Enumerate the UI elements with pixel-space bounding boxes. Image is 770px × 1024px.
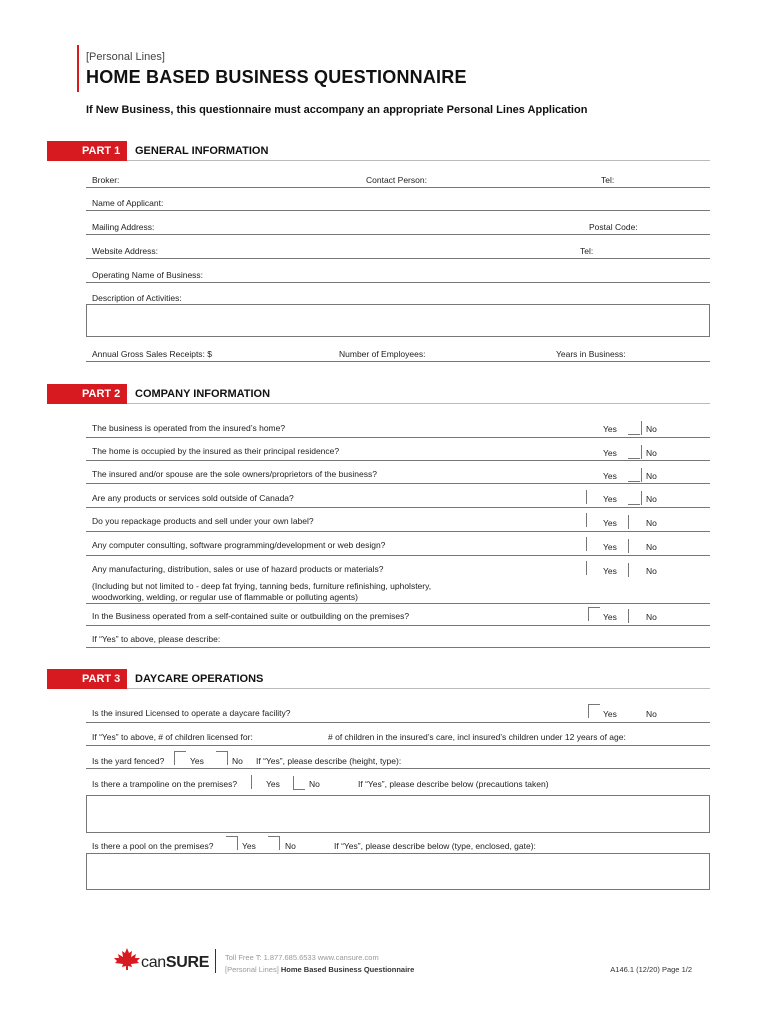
gross-sales-field[interactable] (86, 361, 710, 362)
question-home-operated: The business is operated from the insured’s home? (92, 423, 286, 433)
question-pool: Is there a pool on the premises? (92, 841, 214, 851)
no-checkbox-edge[interactable] (628, 609, 629, 623)
question-sole-owners: The insured and/or spouse are the sole owners/proprietors of the business? (92, 469, 377, 479)
no-label: No (646, 471, 657, 481)
yard-describe-label: If “Yes”, please describe (height, type): (256, 756, 402, 766)
footer-doc-name: Home Based Business Questionnaire (278, 965, 415, 974)
yes-checkbox-edge[interactable] (586, 561, 587, 575)
yes-label: Yes (603, 471, 617, 481)
trampoline-describe-field[interactable] (86, 795, 710, 833)
years-label: Years in Business: (556, 349, 626, 359)
operating-name-label: Operating Name of Business: (92, 270, 204, 280)
row-rule (86, 722, 710, 723)
yes-label: Yes (190, 756, 204, 766)
question-hazard-products: Any manufacturing, distribution, sales or use of hazard products or materials? (92, 564, 384, 574)
mailing-address-field[interactable] (86, 234, 710, 235)
yes-label: Yes (266, 779, 280, 789)
pool-describe-label: If “Yes”, please describe below (type, enclosed, gate): (334, 841, 536, 851)
row-rule (86, 625, 710, 626)
question-outside-canada: Are any products or services sold outside of Canada? (92, 493, 294, 503)
question-yard-fenced: Is the yard fenced? (92, 756, 165, 766)
footer-separator (215, 949, 216, 973)
row-rule (86, 555, 710, 556)
page-subtitle: If New Business, this questionnaire must accompany an appropriate Personal Lines Application (86, 104, 588, 116)
yes-checkbox[interactable] (588, 704, 600, 718)
question-computer-consulting: Any computer consulting, software programming/development or web design? (92, 540, 386, 550)
yes-checkbox-edge[interactable] (586, 490, 587, 504)
brand-prefix: can (141, 954, 166, 971)
applicant-field[interactable] (86, 210, 710, 211)
row-rule (86, 437, 710, 438)
yes-label: Yes (603, 518, 617, 528)
part1-rule (127, 160, 710, 161)
description-field[interactable] (86, 304, 710, 337)
document-tag: [Personal Lines] (86, 51, 165, 63)
page-title: HOME BASED BUSINESS QUESTIONNAIRE (86, 67, 467, 87)
applicant-label: Name of Applicant: (92, 198, 164, 208)
postal-code-label: Postal Code: (589, 222, 638, 232)
yes-checkbox[interactable] (628, 445, 640, 459)
no-label: No (646, 424, 657, 434)
question-principal-residence: The home is occupied by the insured as their principal residence? (92, 446, 340, 456)
yes-label: Yes (603, 494, 617, 504)
licensed-count-label: If “Yes” to above, # of children licensed for: (92, 732, 253, 742)
row-rule (86, 603, 710, 604)
row-rule (86, 507, 710, 508)
children-count-field[interactable] (86, 745, 710, 746)
yes-checkbox[interactable] (628, 468, 640, 482)
no-checkbox[interactable] (216, 751, 228, 765)
children-care-label: # of children in the insured’s care, incl insured’s children under 12 years of age: (328, 732, 626, 742)
no-label: No (646, 448, 657, 458)
question-self-contained: In the Business operated from a self-contained suite or outbuilding on the premises? (92, 611, 410, 621)
yes-checkbox-edge[interactable] (586, 537, 587, 551)
row-rule (86, 460, 710, 461)
yes-checkbox-edge[interactable] (586, 513, 587, 527)
yes-label: Yes (603, 448, 617, 458)
mailing-address-label: Mailing Address: (92, 222, 155, 232)
divider (641, 445, 642, 459)
divider (641, 468, 642, 482)
pool-describe-field[interactable] (86, 853, 710, 890)
yes-label: Yes (603, 542, 617, 552)
self-contained-describe-label: If “Yes” to above, please describe: (92, 634, 221, 644)
part2-title: COMPANY INFORMATION (135, 388, 271, 400)
trampoline-describe-label: If “Yes”, please describe below (precautions taken) (358, 779, 549, 789)
part1-label: PART 1 (47, 141, 127, 161)
part2-rule (127, 403, 710, 404)
no-label: No (232, 756, 243, 766)
question-repackage: Do you repackage products and sell under your own label? (92, 516, 314, 526)
footer-document-name (225, 965, 414, 974)
yes-checkbox-edge[interactable] (251, 775, 252, 789)
no-label: No (646, 612, 657, 622)
maple-leaf-icon (112, 947, 142, 971)
no-label: No (285, 841, 296, 851)
tel-label: Tel: (601, 175, 615, 185)
row-rule (86, 483, 710, 484)
yes-checkbox[interactable] (628, 491, 640, 505)
hazard-note-line1: (Including but not limited to - deep fat frying, tanning beds, furniture refinishing, upholstery, (92, 581, 432, 591)
no-checkbox-edge[interactable] (628, 563, 629, 577)
part1-title: GENERAL INFORMATION (135, 145, 269, 157)
yes-label: Yes (603, 709, 617, 719)
no-label: No (646, 542, 657, 552)
question-daycare-licensed: Is the insured Licensed to operate a daycare facility? (92, 708, 291, 718)
website-field[interactable] (86, 258, 710, 259)
yard-describe-field[interactable] (86, 768, 710, 769)
yes-checkbox[interactable] (174, 751, 186, 765)
divider (641, 421, 642, 435)
no-checkbox[interactable] (268, 836, 280, 850)
footer-contact: Toll Free T: 1.877.685.6533 www.cansure.com (225, 953, 379, 962)
no-checkbox[interactable] (293, 776, 305, 790)
yes-label: Yes (603, 612, 617, 622)
website-tel-label: Tel: (580, 246, 594, 256)
no-label: No (309, 779, 320, 789)
contact-person-label: Contact Person: (366, 175, 427, 185)
brand-logo (141, 954, 209, 972)
no-checkbox-edge[interactable] (628, 539, 629, 553)
no-checkbox-edge[interactable] (628, 515, 629, 529)
self-contained-describe-field[interactable] (86, 647, 710, 648)
yes-checkbox[interactable] (588, 607, 600, 621)
yes-checkbox[interactable] (628, 421, 640, 435)
hazard-note-line2: woodworking, welding, or regular use of flammable or polluting agents) (92, 592, 359, 602)
employees-label: Number of Employees: (339, 349, 426, 359)
broker-field[interactable] (86, 187, 710, 188)
question-trampoline: Is there a trampoline on the premises? (92, 779, 238, 789)
yes-label: Yes (603, 566, 617, 576)
part2-label: PART 2 (47, 384, 127, 404)
yes-label: Yes (603, 424, 617, 434)
description-label: Description of Activities: (92, 293, 182, 303)
website-label: Website Address: (92, 246, 158, 256)
no-label: No (646, 494, 657, 504)
footer-doc-prefix: [Personal Lines] (225, 965, 279, 974)
brand-suffix: SURE (165, 954, 210, 971)
gross-sales-label: Annual Gross Sales Receipts: $ (92, 349, 213, 359)
no-label: No (646, 566, 657, 576)
header-accent-bar (77, 45, 79, 92)
operating-name-field[interactable] (86, 282, 710, 283)
no-label: No (646, 518, 657, 528)
yes-label: Yes (242, 841, 256, 851)
yes-checkbox[interactable] (226, 836, 238, 850)
no-label: No (646, 709, 657, 719)
part3-label: PART 3 (47, 669, 127, 689)
divider (641, 491, 642, 505)
footer-form-id: A146.1 (12/20) Page 1/2 (610, 965, 692, 974)
broker-label: Broker: (92, 175, 120, 185)
part3-title: DAYCARE OPERATIONS (135, 673, 264, 685)
part3-rule (127, 688, 710, 689)
row-rule (86, 531, 710, 532)
